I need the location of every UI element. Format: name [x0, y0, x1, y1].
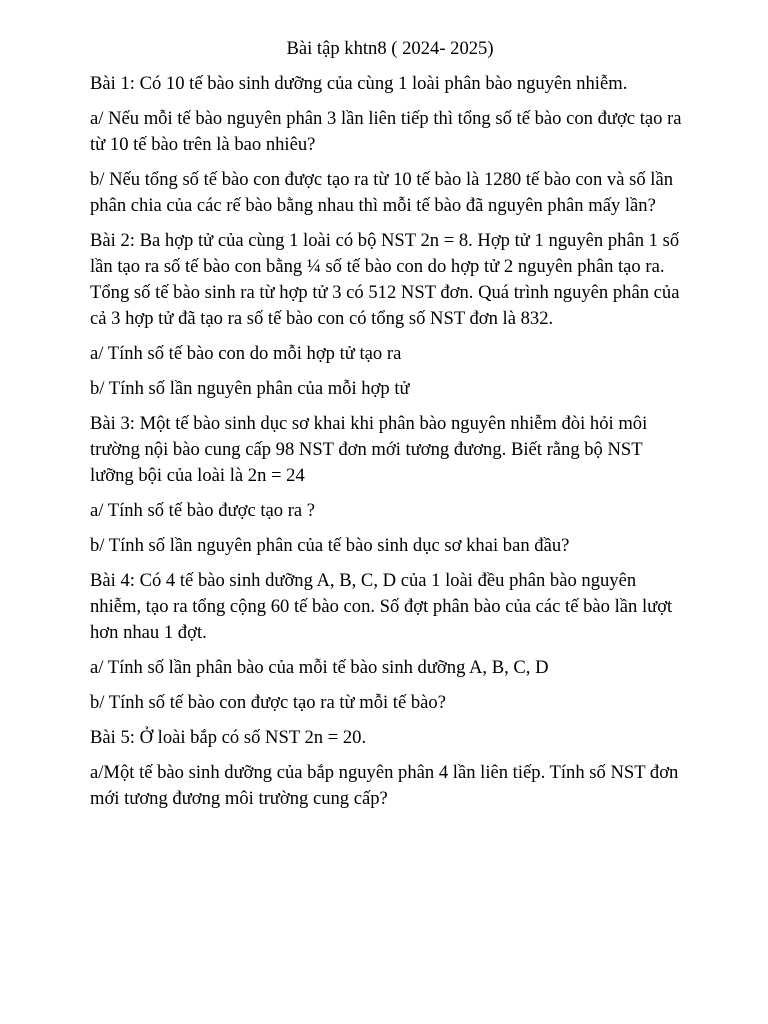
exercise-3-question-b: b/ Tính số lần nguyên phân của tế bào sinh dục sơ khai ban đầu? — [90, 535, 570, 556]
exercise-3-question-a: a/ Tính số tế bào được tạo ra ? — [90, 500, 316, 521]
document-page — [90, 36, 690, 821]
exercise-5-intro: Bài 5: Ở loài bắp có số NST 2n = 20. — [90, 727, 367, 748]
exercise-2-intro: Bài 2: Ba hợp tử của cùng 1 loài có bộ NST 2n = 8. Hợp tử 1 nguyên phân 1 số lần tạo ra số tế bào con bằng ¼ số tế bào con do hợp tử 2 nguyên phân tạo ra. Tổng số tế bào sinh ra từ hợp tử 3 có 512 NST đơn. Quá trình nguyên phân của cả 3 hợp tử đã tạo ra số tế bào con có tổng số NST đơn là 832. — [90, 230, 680, 329]
exercise-2-question-b: b/ Tính số lần nguyên phân của mỗi hợp tử — [90, 378, 410, 399]
exercise-1-question-b: b/ Nếu tổng số tế bào con được tạo ra từ 10 tế bào là 1280 tế bào con và số lần phân chia của các rế bào bằng nhau thì mỗi tế bào đã nguyên phân mấy lần? — [90, 169, 673, 216]
exercise-2-question-a: a/ Tính số tế bào con do mỗi hợp tử tạo ra — [90, 343, 402, 364]
exercise-5-question-a: a/Một tế bào sinh dưỡng của bắp nguyên phân 4 lần liên tiếp. Tính số NST đơn mới tương đương môi trường cung cấp? — [90, 762, 679, 809]
document-title: Bài tập khtn8 ( 2024- 2025) — [286, 38, 494, 59]
exercise-4-intro: Bài 4: Có 4 tế bào sinh dưỡng A, B, C, D của 1 loài đều phân bào nguyên nhiễm, tạo ra tổng cộng 60 tế bào con. Số đợt phân bào của các tế bào lần lượt hơn nhau 1 đợt. — [90, 570, 673, 643]
exercise-1-intro: Bài 1: Có 10 tế bào sinh dưỡng của cùng 1 loài phân bào nguyên nhiễm. — [90, 73, 628, 94]
exercise-4-question-a: a/ Tính số lần phân bào của mỗi tế bào sinh dưỡng A, B, C, D — [90, 657, 549, 678]
exercise-1-question-a: a/ Nếu mỗi tế bào nguyên phân 3 lần liên tiếp thì tổng số tế bào con được tạo ra từ 10 tế bào trên là bao nhiêu? — [90, 108, 682, 155]
exercise-3-intro: Bài 3: Một tế bào sinh dục sơ khai khi phân bào nguyên nhiễm đòi hỏi môi trường nội bào cung cấp 98 NST đơn mới tương đương. Biết rằng bộ NST lưỡng bội của loài là 2n = 24 — [90, 413, 648, 486]
exercise-4-question-b: b/ Tính số tế bào con được tạo ra từ mỗi tế bào? — [90, 692, 446, 713]
